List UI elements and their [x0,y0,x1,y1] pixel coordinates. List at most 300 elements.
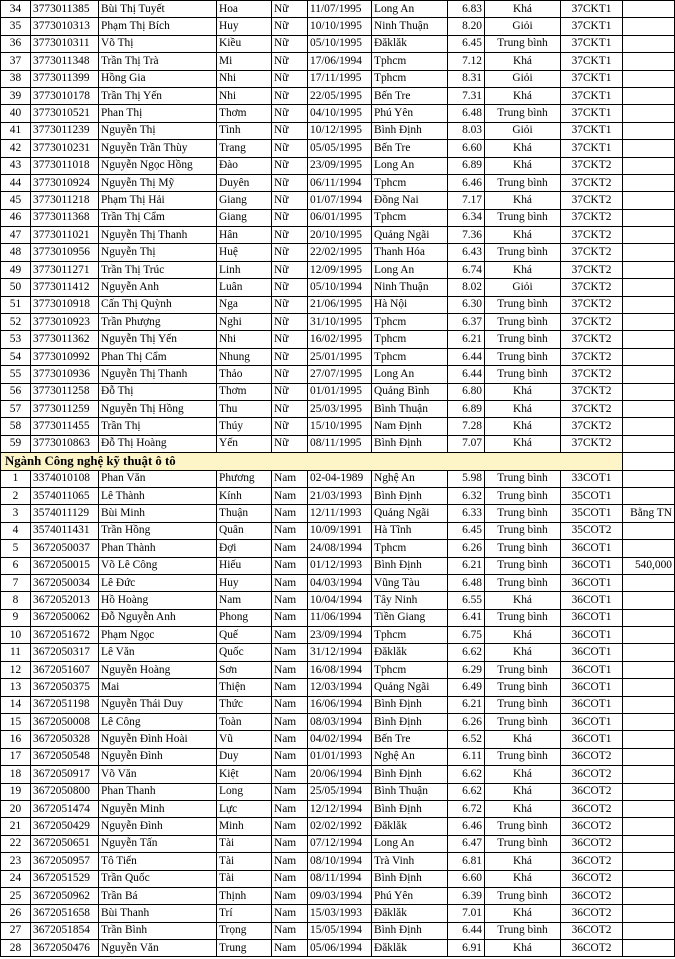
note-cell [623,835,675,852]
student-id-cell: 3672051658 [31,905,99,922]
birth-date-cell: 08/11/1994 [308,870,372,887]
birth-date-cell: 01/07/1994 [308,192,372,209]
gpa-cell: 6.44 [448,366,485,383]
birth-place-cell: Tphcm [372,331,448,348]
stt-cell: 26 [1,905,31,922]
rank-cell: Trung bình [485,661,561,678]
birth-place-cell: Tphcm [372,661,448,678]
table-row [1,105,675,122]
surname-cell: Lê Đức [99,574,217,591]
surname-cell: Nguyễn Thị Thanh [99,366,217,383]
class-cell: 36COT2 [561,835,623,852]
class-cell: 36COT1 [561,644,623,661]
student-id-cell: 3773010924 [31,174,99,191]
class-cell: 36COT2 [561,800,623,817]
birth-place-cell: Tphcm [372,53,448,70]
rank-cell: Trung bình [485,314,561,331]
gpa-cell: 6.46 [448,174,485,191]
gpa-cell: 6.21 [448,331,485,348]
birth-place-cell: Ninh Thuận [372,18,448,35]
rank-cell: Khá [485,435,561,452]
rank-cell: Khá [485,870,561,887]
class-cell: 37CKT2 [561,331,623,348]
gpa-cell: 6.29 [448,661,485,678]
surname-cell: Trần Hồng [99,522,217,539]
birth-place-cell: Tphcm [372,174,448,191]
surname-cell: Bùi Minh [99,505,217,522]
birth-date-cell: 12/12/1994 [308,800,372,817]
table-row [1,853,675,870]
student-id-cell: 3672050651 [31,835,99,852]
class-cell: 37CKT2 [561,435,623,452]
gender-cell: Nữ [272,209,308,226]
stt-cell: 9 [1,609,31,626]
given-name-cell: Sơn [217,661,272,678]
gender-cell: Nam [272,748,308,765]
stt-cell: 35 [1,18,31,35]
stt-cell: 49 [1,261,31,278]
gpa-cell: 6.47 [448,835,485,852]
given-name-cell: Hiếu [217,557,272,574]
gender-cell: Nữ [272,174,308,191]
birth-place-cell: Đồng Nai [372,192,448,209]
class-cell: 37CKT2 [561,296,623,313]
birth-date-cell: 12/09/1995 [308,261,372,278]
birth-date-cell: 05/05/1995 [308,140,372,157]
gpa-cell: 8.02 [448,279,485,296]
given-name-cell: Trung [217,940,272,957]
stt-cell: 57 [1,400,31,417]
gpa-cell: 6.52 [448,731,485,748]
surname-cell: Võ Lê Công [99,557,217,574]
note-cell [623,661,675,678]
rank-cell: Khá [485,140,561,157]
student-id-cell: 3672050037 [31,540,99,557]
student-id-cell: 3773010956 [31,244,99,261]
stt-cell: 21 [1,818,31,835]
gender-cell: Nam [272,592,308,609]
given-name-cell: Thịnh [217,887,272,904]
note-cell [623,400,675,417]
stt-cell: 42 [1,140,31,157]
gpa-cell: 6.11 [448,748,485,765]
gender-cell: Nam [272,766,308,783]
gender-cell: Nam [272,644,308,661]
stt-cell: 53 [1,331,31,348]
birth-date-cell: 22/05/1995 [308,87,372,104]
student-id-cell: 3672050917 [31,766,99,783]
surname-cell: Cấn Thị Quỳnh [99,296,217,313]
student-id-cell: 3773010992 [31,348,99,365]
gpa-cell: 6.21 [448,557,485,574]
given-name-cell: Nhi [217,70,272,87]
surname-cell: Võ Văn [99,766,217,783]
gender-cell: Nữ [272,366,308,383]
class-cell: 36COT2 [561,783,623,800]
student-id-cell: 3773010918 [31,296,99,313]
rank-cell: Trung bình [485,714,561,731]
birth-date-cell: 06/01/1995 [308,209,372,226]
gender-cell: Nam [272,574,308,591]
class-cell: 35COT1 [561,505,623,522]
stt-cell: 58 [1,418,31,435]
surname-cell: Nguyễn Anh [99,279,217,296]
rank-cell: Trung bình [485,574,561,591]
birth-place-cell: Đăklăk [372,818,448,835]
birth-place-cell: Bình Định [372,435,448,452]
note-cell [623,383,675,400]
surname-cell: Phạm Ngọc [99,627,217,644]
class-cell: 36COT2 [561,870,623,887]
surname-cell: Nguyễn Thị Yến [99,331,217,348]
student-id-cell: 3773010178 [31,87,99,104]
rank-cell: Trung bình [485,366,561,383]
birth-date-cell: 12/03/1994 [308,679,372,696]
rank-cell: Khá [485,627,561,644]
gpa-cell: 5.98 [448,470,485,487]
table-row [1,470,675,487]
class-cell: 37CKT2 [561,157,623,174]
given-name-cell: Phong [217,609,272,626]
note-cell [623,540,675,557]
birth-place-cell: Nghệ An [372,470,448,487]
surname-cell: Nguyễn Hoàng [99,661,217,678]
table-row [1,174,675,191]
surname-cell: Phan Thị [99,105,217,122]
table-row [1,574,675,591]
rank-cell: Khá [485,87,561,104]
table-row [1,296,675,313]
given-name-cell: Trọng [217,922,272,939]
gpa-cell: 7.31 [448,87,485,104]
given-name-cell: Thức [217,696,272,713]
birth-place-cell: Long An [372,835,448,852]
student-id-cell: 3773010863 [31,435,99,452]
birth-place-cell: Đăklăk [372,35,448,52]
gpa-cell: 6.62 [448,766,485,783]
stt-cell: 55 [1,366,31,383]
student-id-cell: 3773011399 [31,70,99,87]
gpa-cell: 8.31 [448,70,485,87]
student-id-cell: 3773011348 [31,53,99,70]
given-name-cell: Quân [217,522,272,539]
note-cell [623,644,675,661]
birth-date-cell: 04/10/1995 [308,105,372,122]
surname-cell: Phạm Thị Bích [99,18,217,35]
birth-date-cell: 23/09/1994 [308,627,372,644]
gpa-cell: 6.48 [448,574,485,591]
table-row [1,1,675,18]
table-row [1,87,675,104]
rank-cell: Khá [485,644,561,661]
gpa-cell: 6.33 [448,505,485,522]
surname-cell: Đỗ Thị Hoàng [99,435,217,452]
given-name-cell: Thúy [217,418,272,435]
birth-place-cell: Đăklăk [372,905,448,922]
gpa-cell: 6.81 [448,853,485,870]
given-name-cell: Tài [217,870,272,887]
surname-cell: Lê Thành [99,487,217,504]
note-cell [623,140,675,157]
stt-cell: 15 [1,714,31,731]
rank-cell: Trung bình [485,835,561,852]
student-id-cell: 3574011431 [31,522,99,539]
stt-cell: 37 [1,53,31,70]
class-cell: 37CKT2 [561,244,623,261]
student-id-cell: 3672051854 [31,922,99,939]
stt-cell: 51 [1,296,31,313]
birth-date-cell: 11/06/1994 [308,609,372,626]
birth-place-cell: Nam Định [372,418,448,435]
stt-cell: 36 [1,35,31,52]
class-cell: 36COT1 [561,540,623,557]
note-cell [623,244,675,261]
table-row [1,400,675,417]
gpa-cell: 7.12 [448,53,485,70]
student-id-cell: 3672050957 [31,853,99,870]
class-cell: 37CKT2 [561,174,623,191]
student-id-cell: 3574011065 [31,487,99,504]
note-cell [623,227,675,244]
gpa-cell: 6.21 [448,696,485,713]
class-cell: 37CKT2 [561,400,623,417]
note-cell: 540,000 [623,557,675,574]
birth-date-cell: 15/03/1993 [308,905,372,922]
table-row [1,887,675,904]
note-cell [623,783,675,800]
gpa-cell: 6.62 [448,783,485,800]
note-cell [623,279,675,296]
birth-place-cell: Bình Định [372,922,448,939]
student-id-cell: 3773011362 [31,331,99,348]
gpa-cell: 6.60 [448,140,485,157]
student-id-cell: 3773011271 [31,261,99,278]
stt-cell: 13 [1,679,31,696]
surname-cell: Trần Bá [99,887,217,904]
given-name-cell: Hoa [217,1,272,18]
stt-cell: 59 [1,435,31,452]
given-name-cell: Huệ [217,244,272,261]
table-row [1,627,675,644]
table-row [1,731,675,748]
gender-cell: Nam [272,800,308,817]
birth-date-cell: 05/10/1994 [308,279,372,296]
given-name-cell: Nghi [217,314,272,331]
gpa-cell: 8.03 [448,122,485,139]
birth-place-cell: Nghệ An [372,748,448,765]
given-name-cell: Yến [217,435,272,452]
given-name-cell: Đợi [217,540,272,557]
table-body-bottom [1,470,675,957]
class-cell: 37CKT2 [561,192,623,209]
rank-cell: Trung bình [485,818,561,835]
gpa-cell: 6.83 [448,1,485,18]
birth-date-cell: 04/02/1994 [308,731,372,748]
birth-date-cell: 01/01/1993 [308,748,372,765]
gender-cell: Nữ [272,105,308,122]
student-id-cell: 3773011218 [31,192,99,209]
table-row [1,592,675,609]
table-row [1,766,675,783]
surname-cell: Nguyễn Thái Duy [99,696,217,713]
gpa-cell: 6.26 [448,540,485,557]
gender-cell: Nữ [272,244,308,261]
gender-cell: Nam [272,870,308,887]
given-name-cell: Nhung [217,348,272,365]
table-row [1,835,675,852]
birth-date-cell: 15/05/1994 [308,922,372,939]
note-cell [623,696,675,713]
class-cell: 36COT2 [561,853,623,870]
birth-place-cell: Bình Định [372,800,448,817]
table-row [1,157,675,174]
stt-cell: 23 [1,853,31,870]
birth-date-cell: 01/01/1995 [308,383,372,400]
birth-date-cell: 08/03/1994 [308,714,372,731]
birth-date-cell: 08/11/1995 [308,435,372,452]
surname-cell: Nguyễn Ngọc Hồng [99,157,217,174]
gender-cell: Nữ [272,1,308,18]
class-cell: 37CKT2 [561,383,623,400]
class-cell: 37CKT1 [561,1,623,18]
birth-date-cell: 12/11/1993 [308,505,372,522]
birth-place-cell: Bình Thuận [372,783,448,800]
given-name-cell: Kính [217,487,272,504]
surname-cell: Nguyễn Đình Hoài [99,731,217,748]
given-name-cell: Minh [217,818,272,835]
student-id-cell: 3773010521 [31,105,99,122]
given-name-cell: Nga [217,296,272,313]
birth-place-cell: Long An [372,1,448,18]
given-name-cell: Thơm [217,383,272,400]
table-body-top [1,1,675,453]
birth-date-cell: 27/07/1995 [308,366,372,383]
note-cell [623,574,675,591]
surname-cell: Phan Văn [99,470,217,487]
surname-cell: Phạm Thị Hải [99,192,217,209]
given-name-cell: Luân [217,279,272,296]
rank-cell: Khá [485,766,561,783]
class-cell: 37CKT2 [561,261,623,278]
rank-cell: Giỏi [485,279,561,296]
student-id-cell: 3773010936 [31,366,99,383]
class-cell: 35COT1 [561,487,623,504]
rank-cell: Khá [485,1,561,18]
birth-date-cell: 25/01/1995 [308,348,372,365]
given-name-cell: Thuận [217,505,272,522]
gender-cell: Nam [272,835,308,852]
class-cell: 37CKT2 [561,209,623,226]
table-row [1,800,675,817]
gpa-cell: 6.32 [448,487,485,504]
student-id-cell: 3672051474 [31,800,99,817]
surname-cell: Đỗ Nguyễn Anh [99,609,217,626]
gender-cell: Nữ [272,279,308,296]
note-cell [623,331,675,348]
student-id-cell: 3773011018 [31,157,99,174]
gender-cell: Nữ [272,35,308,52]
given-name-cell: Quế [217,627,272,644]
stt-cell: 4 [1,522,31,539]
birth-date-cell: 20/06/1994 [308,766,372,783]
rank-cell: Trung bình [485,35,561,52]
birth-date-cell: 05/10/1995 [308,35,372,52]
stt-cell: 19 [1,783,31,800]
birth-place-cell: Long An [372,261,448,278]
table-row [1,540,675,557]
table-row [1,818,675,835]
birth-date-cell: 16/08/1994 [308,661,372,678]
stt-cell: 34 [1,1,31,18]
gender-cell: Nữ [272,400,308,417]
note-cell [623,261,675,278]
given-name-cell: Hân [217,227,272,244]
rank-cell: Khá [485,400,561,417]
given-name-cell: Huy [217,574,272,591]
gender-cell: Nam [272,609,308,626]
gpa-cell: 7.07 [448,435,485,452]
stt-cell: 46 [1,209,31,226]
gender-cell: Nam [272,522,308,539]
table-row [1,748,675,765]
table-row [1,244,675,261]
gpa-cell: 6.30 [448,296,485,313]
rank-cell: Trung bình [485,696,561,713]
section-title: Ngành Công nghệ kỹ thuật ô tô [1,453,623,470]
surname-cell: Nguyễn Thị Mỹ [99,174,217,191]
student-id-cell: 3672051672 [31,627,99,644]
birth-place-cell: Bình Thuận [372,400,448,417]
table-row [1,505,675,522]
birth-place-cell: Tphcm [372,70,448,87]
class-cell: 36COT2 [561,887,623,904]
rank-cell: Giỏi [485,122,561,139]
birth-place-cell: Long An [372,157,448,174]
class-cell: 37CKT1 [561,18,623,35]
table-row [1,609,675,626]
given-name-cell: Thiện [217,679,272,696]
surname-cell: Nguyễn Thị Hồng [99,400,217,417]
birth-date-cell: 25/03/1995 [308,400,372,417]
birth-place-cell: Bình Định [372,557,448,574]
table-row [1,261,675,278]
gender-cell: Nam [272,679,308,696]
birth-date-cell: 10/04/1994 [308,592,372,609]
rank-cell: Khá [485,192,561,209]
stt-cell: 43 [1,157,31,174]
note-cell [623,853,675,870]
class-cell: 35COT2 [561,522,623,539]
surname-cell: Bùi Thanh [99,905,217,922]
table-row [1,487,675,504]
note-cell [623,366,675,383]
given-name-cell: Giang [217,192,272,209]
surname-cell: Trần Thị Cẩm [99,209,217,226]
birth-place-cell: Bình Định [372,870,448,887]
gender-cell: Nữ [272,140,308,157]
birth-place-cell: Tphcm [372,314,448,331]
surname-cell: Hồ Hoàng [99,592,217,609]
stt-cell: 3 [1,505,31,522]
note-cell [623,818,675,835]
stt-cell: 14 [1,696,31,713]
surname-cell: Nguyễn Trần Thùy [99,140,217,157]
gender-cell: Nữ [272,122,308,139]
gender-cell: Nam [272,922,308,939]
class-cell: 36COT2 [561,922,623,939]
class-cell: 37CKT1 [561,35,623,52]
class-cell: 37CKT2 [561,348,623,365]
